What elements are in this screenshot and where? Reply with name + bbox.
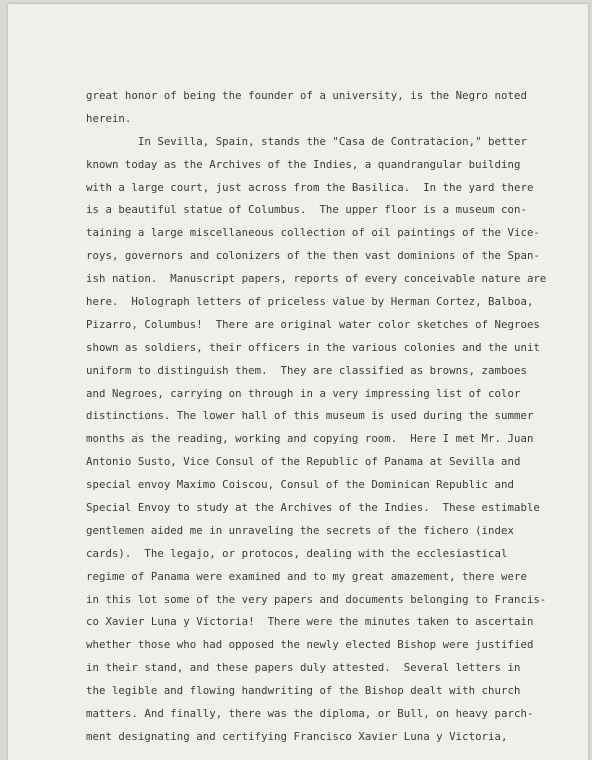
text-line: Special Envoy to study at the Archives of the Indies. These estimable bbox=[86, 501, 540, 515]
text-line: roys, governors and colonizers of the then vast dominions of the Span- bbox=[86, 249, 540, 263]
text-line: Pizarro, Columbus! There are original water color sketches of Negroes bbox=[86, 317, 540, 331]
text-line: ment designating and certifying Francisco Xavier Luna y Victoria, bbox=[86, 729, 508, 743]
text-line: In Sevilla, Spain, stands the "Casa de Contratacion," better bbox=[86, 134, 527, 148]
text-line: great honor of being the founder of a university, is the Negro noted bbox=[86, 89, 527, 102]
text-line: the legible and flowing handwriting of the Bishop dealt with church bbox=[86, 684, 521, 698]
text-line: with a large court, just across from the Basilica. In the yard there bbox=[86, 180, 534, 194]
text-line: known today as the Archives of the Indies, a quandrangular building bbox=[86, 157, 521, 171]
text-line: cards). The legajo, or protocos, dealing with the ecclesiastical bbox=[86, 546, 508, 560]
text-line: co Xavier Luna y Victoria! There were the minutes taken to ascertain bbox=[86, 615, 534, 629]
text-line: herein. bbox=[86, 111, 132, 125]
text-line: Antonio Susto, Vice Consul of the Republic of Panama at Sevilla and bbox=[86, 455, 521, 469]
text-line: ish nation. Manuscript papers, reports of every conceivable nature are bbox=[86, 272, 547, 286]
text-line: regime of Panama were examined and to my great amazement, there were bbox=[86, 569, 527, 583]
text-line: gentlemen aided me in unraveling the secrets of the fichero (index bbox=[86, 523, 514, 537]
text-line: is a beautiful statue of Columbus. The upper floor is a museum con- bbox=[86, 203, 527, 217]
text-line: matters. And finally, there was the diploma, or Bull, on heavy parch- bbox=[86, 707, 534, 721]
text-line: whether those who had opposed the newly elected Bishop were justified bbox=[86, 638, 534, 652]
text-line: shown as soldiers, their officers in the various colonies and the unit bbox=[86, 340, 540, 354]
text-line: months as the reading, working and copying room. Here I met Mr. Juan bbox=[86, 432, 534, 446]
text-line: distinctions. The lower hall of this museum is used during the summer bbox=[86, 409, 534, 423]
text-line: taining a large miscellaneous collection of oil paintings of the Vice- bbox=[86, 226, 540, 240]
text-line: uniform to distinguish them. They are classified as browns, zamboes bbox=[86, 363, 527, 377]
text-line: in their stand, and these papers duly attested. Several letters in bbox=[86, 661, 521, 675]
text-line: and Negroes, carrying on through in a very impressing list of color bbox=[86, 386, 521, 400]
text-line: in this lot some of the very papers and documents belonging to Francis- bbox=[86, 592, 547, 606]
text-line: here. Holograph letters of priceless value by Herman Cortez, Balboa, bbox=[86, 295, 534, 309]
text-line: special envoy Maximo Coiscou, Consul of the Dominican Republic and bbox=[86, 478, 514, 492]
typewritten-text bbox=[86, 85, 566, 749]
document-page bbox=[8, 4, 588, 760]
